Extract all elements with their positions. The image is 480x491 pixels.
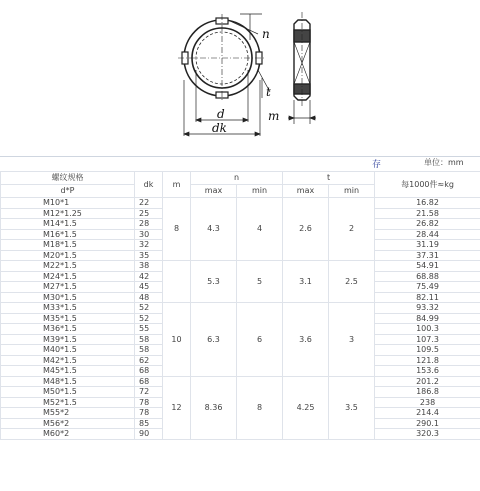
cell-spec: M60*2 [1,429,135,440]
cell-spec: M10*1 [1,198,135,209]
cell-dk: 28 [135,219,163,230]
cell-weight: 238 [375,397,480,408]
cell-weight: 16.82 [375,198,480,209]
header-spec-dp: d*P [1,185,135,198]
cell-weight: 290.1 [375,418,480,429]
cell-dk: 58 [135,334,163,345]
cell-spec: M42*1.5 [1,355,135,366]
cell-spec: M14*1.5 [1,219,135,230]
cell-spec: M39*1.5 [1,334,135,345]
cell-weight: 68.88 [375,271,480,282]
cell-weight: 31.19 [375,240,480,251]
units-bar [0,156,480,171]
header-m: m [163,172,191,198]
cell-dk: 72 [135,387,163,398]
label-t: t [266,85,271,99]
cell-dk: 48 [135,292,163,303]
cell-dk: 42 [135,271,163,282]
cell-t-min: 2 [329,198,375,261]
cell-n-max: 6.3 [191,303,237,377]
cell-n-min: 6 [237,303,283,377]
cell-dk: 68 [135,376,163,387]
label-dk: dk [212,121,227,135]
cell-spec: M45*1.5 [1,366,135,377]
table-row [1,198,480,209]
cell-spec: M18*1.5 [1,240,135,251]
cell-spec: M22*1.5 [1,261,135,272]
cell-spec: M30*1.5 [1,292,135,303]
label-m: m [268,109,280,123]
cell-spec: M20*1.5 [1,250,135,261]
cell-weight: 201.2 [375,376,480,387]
cell-dk: 52 [135,313,163,324]
cell-dk: 38 [135,261,163,272]
cell-n-max: 8.36 [191,376,237,439]
cell-dk: 45 [135,282,163,293]
cell-t-min: 2.5 [329,261,375,303]
cell-n-min: 4 [237,198,283,261]
cell-weight: 100.3 [375,324,480,335]
cell-dk: 35 [135,250,163,261]
cell-dk: 85 [135,418,163,429]
unit-label: 单位：mm [424,158,464,167]
cell-weight: 153.6 [375,366,480,377]
cell-t-max: 3.1 [283,261,329,303]
table-header-row-1 [1,172,480,185]
cell-weight: 93.32 [375,303,480,314]
spec-table [0,171,480,440]
cun-label: 存 [372,160,382,170]
cell-spec: M48*1.5 [1,376,135,387]
cell-spec: M52*1.5 [1,397,135,408]
cell-weight: 107.3 [375,334,480,345]
side-view [294,12,310,108]
header-t: t [283,172,375,185]
cell-dk: 58 [135,345,163,356]
table-row [1,261,480,272]
cell-t-max: 2.6 [283,198,329,261]
cell-n-min: 8 [237,376,283,439]
cell-t-min: 3.5 [329,376,375,439]
cell-weight: 54.91 [375,261,480,272]
cell-spec: M50*1.5 [1,387,135,398]
cell-weight: 320.3 [375,429,480,440]
cell-spec: M55*2 [1,408,135,419]
cell-dk: 25 [135,208,163,219]
header-weight: 每1000件≈kg [375,172,480,198]
cell-spec: M56*2 [1,418,135,429]
cell-m [163,261,191,303]
cell-m: 12 [163,376,191,439]
cell-dk: 30 [135,229,163,240]
cell-dk: 52 [135,303,163,314]
nut-technical-drawing [0,0,480,150]
header-n: n [191,172,283,185]
cell-weight: 84.99 [375,313,480,324]
cell-n-max: 5.3 [191,261,237,303]
cell-m: 10 [163,303,191,377]
cell-dk: 32 [135,240,163,251]
cell-dk: 78 [135,397,163,408]
cell-m: 8 [163,198,191,261]
label-n: n [262,27,270,41]
cell-spec: M36*1.5 [1,324,135,335]
cell-t-max: 3.6 [283,303,329,377]
cell-weight: 121.8 [375,355,480,366]
cell-spec: M12*1.25 [1,208,135,219]
cell-weight: 28.44 [375,229,480,240]
cell-spec: M24*1.5 [1,271,135,282]
cell-weight: 214.4 [375,408,480,419]
cell-spec: M40*1.5 [1,345,135,356]
cell-spec: M33*1.5 [1,303,135,314]
cell-t-max: 4.25 [283,376,329,439]
cell-dk: 22 [135,198,163,209]
header-dk: dk [135,172,163,198]
header-t-max: max [283,185,329,198]
table-row [1,376,480,387]
label-d: d [217,107,225,121]
header-n-max: max [191,185,237,198]
cell-dk: 78 [135,408,163,419]
cell-weight: 26.82 [375,219,480,230]
cell-spec: M16*1.5 [1,229,135,240]
cell-weight: 37.31 [375,250,480,261]
cell-weight: 186.8 [375,387,480,398]
header-spec: 螺纹规格 [1,172,135,185]
cell-weight: 109.5 [375,345,480,356]
cell-weight: 75.49 [375,282,480,293]
cell-spec: M27*1.5 [1,282,135,293]
cell-n-max: 4.3 [191,198,237,261]
cell-dk: 62 [135,355,163,366]
cell-dk: 68 [135,366,163,377]
header-n-min: min [237,185,283,198]
cell-weight: 82.11 [375,292,480,303]
cell-weight: 21.58 [375,208,480,219]
cell-dk: 55 [135,324,163,335]
front-view [178,14,266,102]
header-t-min: min [329,185,375,198]
cell-t-min: 3 [329,303,375,377]
cell-n-min: 5 [237,261,283,303]
table-row [1,303,480,314]
cell-spec: M35*1.5 [1,313,135,324]
cell-dk: 90 [135,429,163,440]
